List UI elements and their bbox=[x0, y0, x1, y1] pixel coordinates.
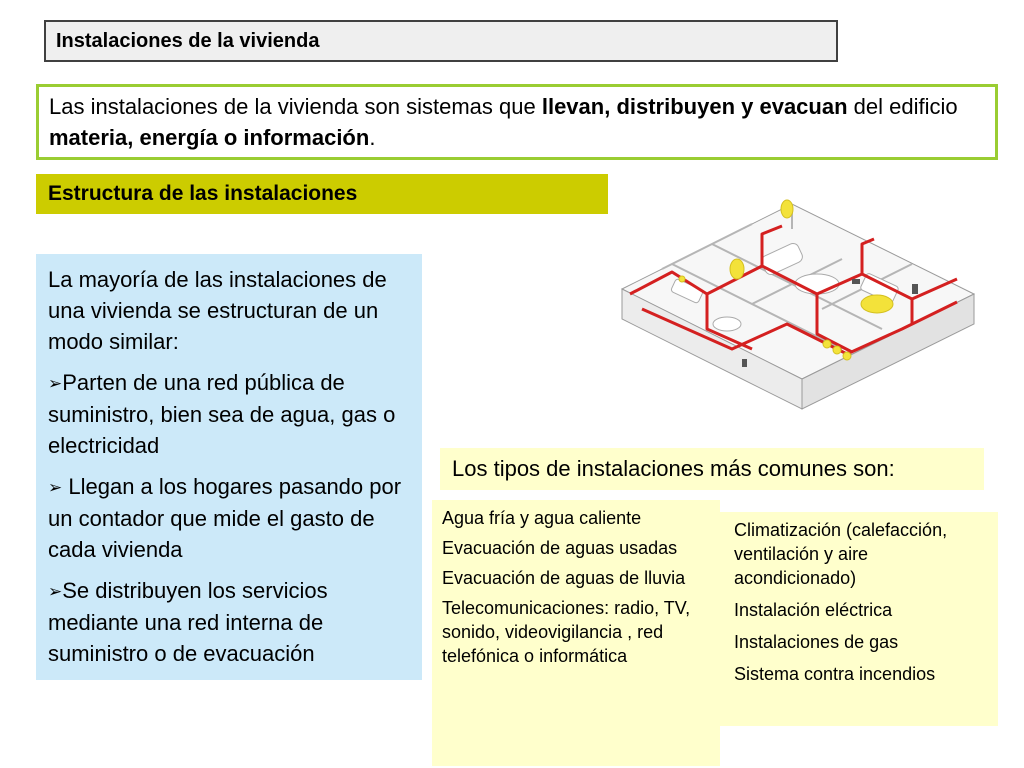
page-title-text: Instalaciones de la vivienda bbox=[56, 30, 320, 52]
structure-intro: La mayoría de las instalaciones de una vivienda se estructuran de un modo similar: bbox=[48, 267, 387, 354]
arrow-bullet-icon: ➢ bbox=[48, 374, 63, 393]
intro-bold-2: materia, energía o información bbox=[49, 125, 370, 150]
types-list-left bbox=[432, 500, 720, 766]
intro-definition-box bbox=[36, 84, 998, 160]
structure-bullet-text: Llegan a los hogares pasando por un contador que mide el gasto de cada vivienda bbox=[48, 474, 402, 562]
structure-bullet-text: Se distribuyen los servicios mediante una red interna de suministro o de evacuación bbox=[48, 578, 328, 666]
types-heading bbox=[440, 448, 984, 490]
list-item: Climatización (calefacción, ventilación y aire acondicionado) bbox=[734, 520, 948, 588]
arrow-bullet-icon: ➢ bbox=[48, 478, 63, 497]
intro-bold-1: llevan, distribuyen y evacuan bbox=[541, 94, 848, 119]
types-heading-text: Los tipos de instalaciones más comunes son: bbox=[452, 456, 895, 481]
list-item: Telecomunicaciones: radio, TV, sonido, videovigilancia , red telefónica o informática bbox=[442, 598, 691, 666]
structure-bullet bbox=[48, 471, 412, 565]
structure-bullet-text: Parten de una red pública de suministro, bien sea de agua, gas o electricidad bbox=[48, 370, 396, 458]
intro-text-3: . bbox=[369, 125, 376, 150]
list-item: Instalación eléctrica bbox=[734, 600, 893, 620]
structure-bullet bbox=[48, 367, 412, 461]
house-installations-illustration bbox=[612, 184, 984, 434]
structure-box bbox=[36, 254, 422, 680]
page-title bbox=[44, 20, 838, 62]
list-item: Evacuación de aguas usadas bbox=[442, 538, 678, 558]
types-list-right bbox=[720, 512, 998, 726]
structure-bullet bbox=[48, 575, 412, 669]
structure-heading-text: Estructura de las instalaciones bbox=[48, 182, 358, 205]
intro-text-1: Las instalaciones de la vivienda son sistemas que bbox=[49, 94, 542, 119]
list-item: Agua fría y agua caliente bbox=[442, 508, 642, 528]
intro-text-2: del edificio bbox=[847, 94, 958, 119]
list-item: Instalaciones de gas bbox=[734, 632, 899, 652]
list-item: Sistema contra incendios bbox=[734, 664, 936, 684]
list-item: Evacuación de aguas de lluvia bbox=[442, 568, 686, 588]
arrow-bullet-icon: ➢ bbox=[48, 582, 63, 601]
structure-heading bbox=[36, 174, 608, 214]
